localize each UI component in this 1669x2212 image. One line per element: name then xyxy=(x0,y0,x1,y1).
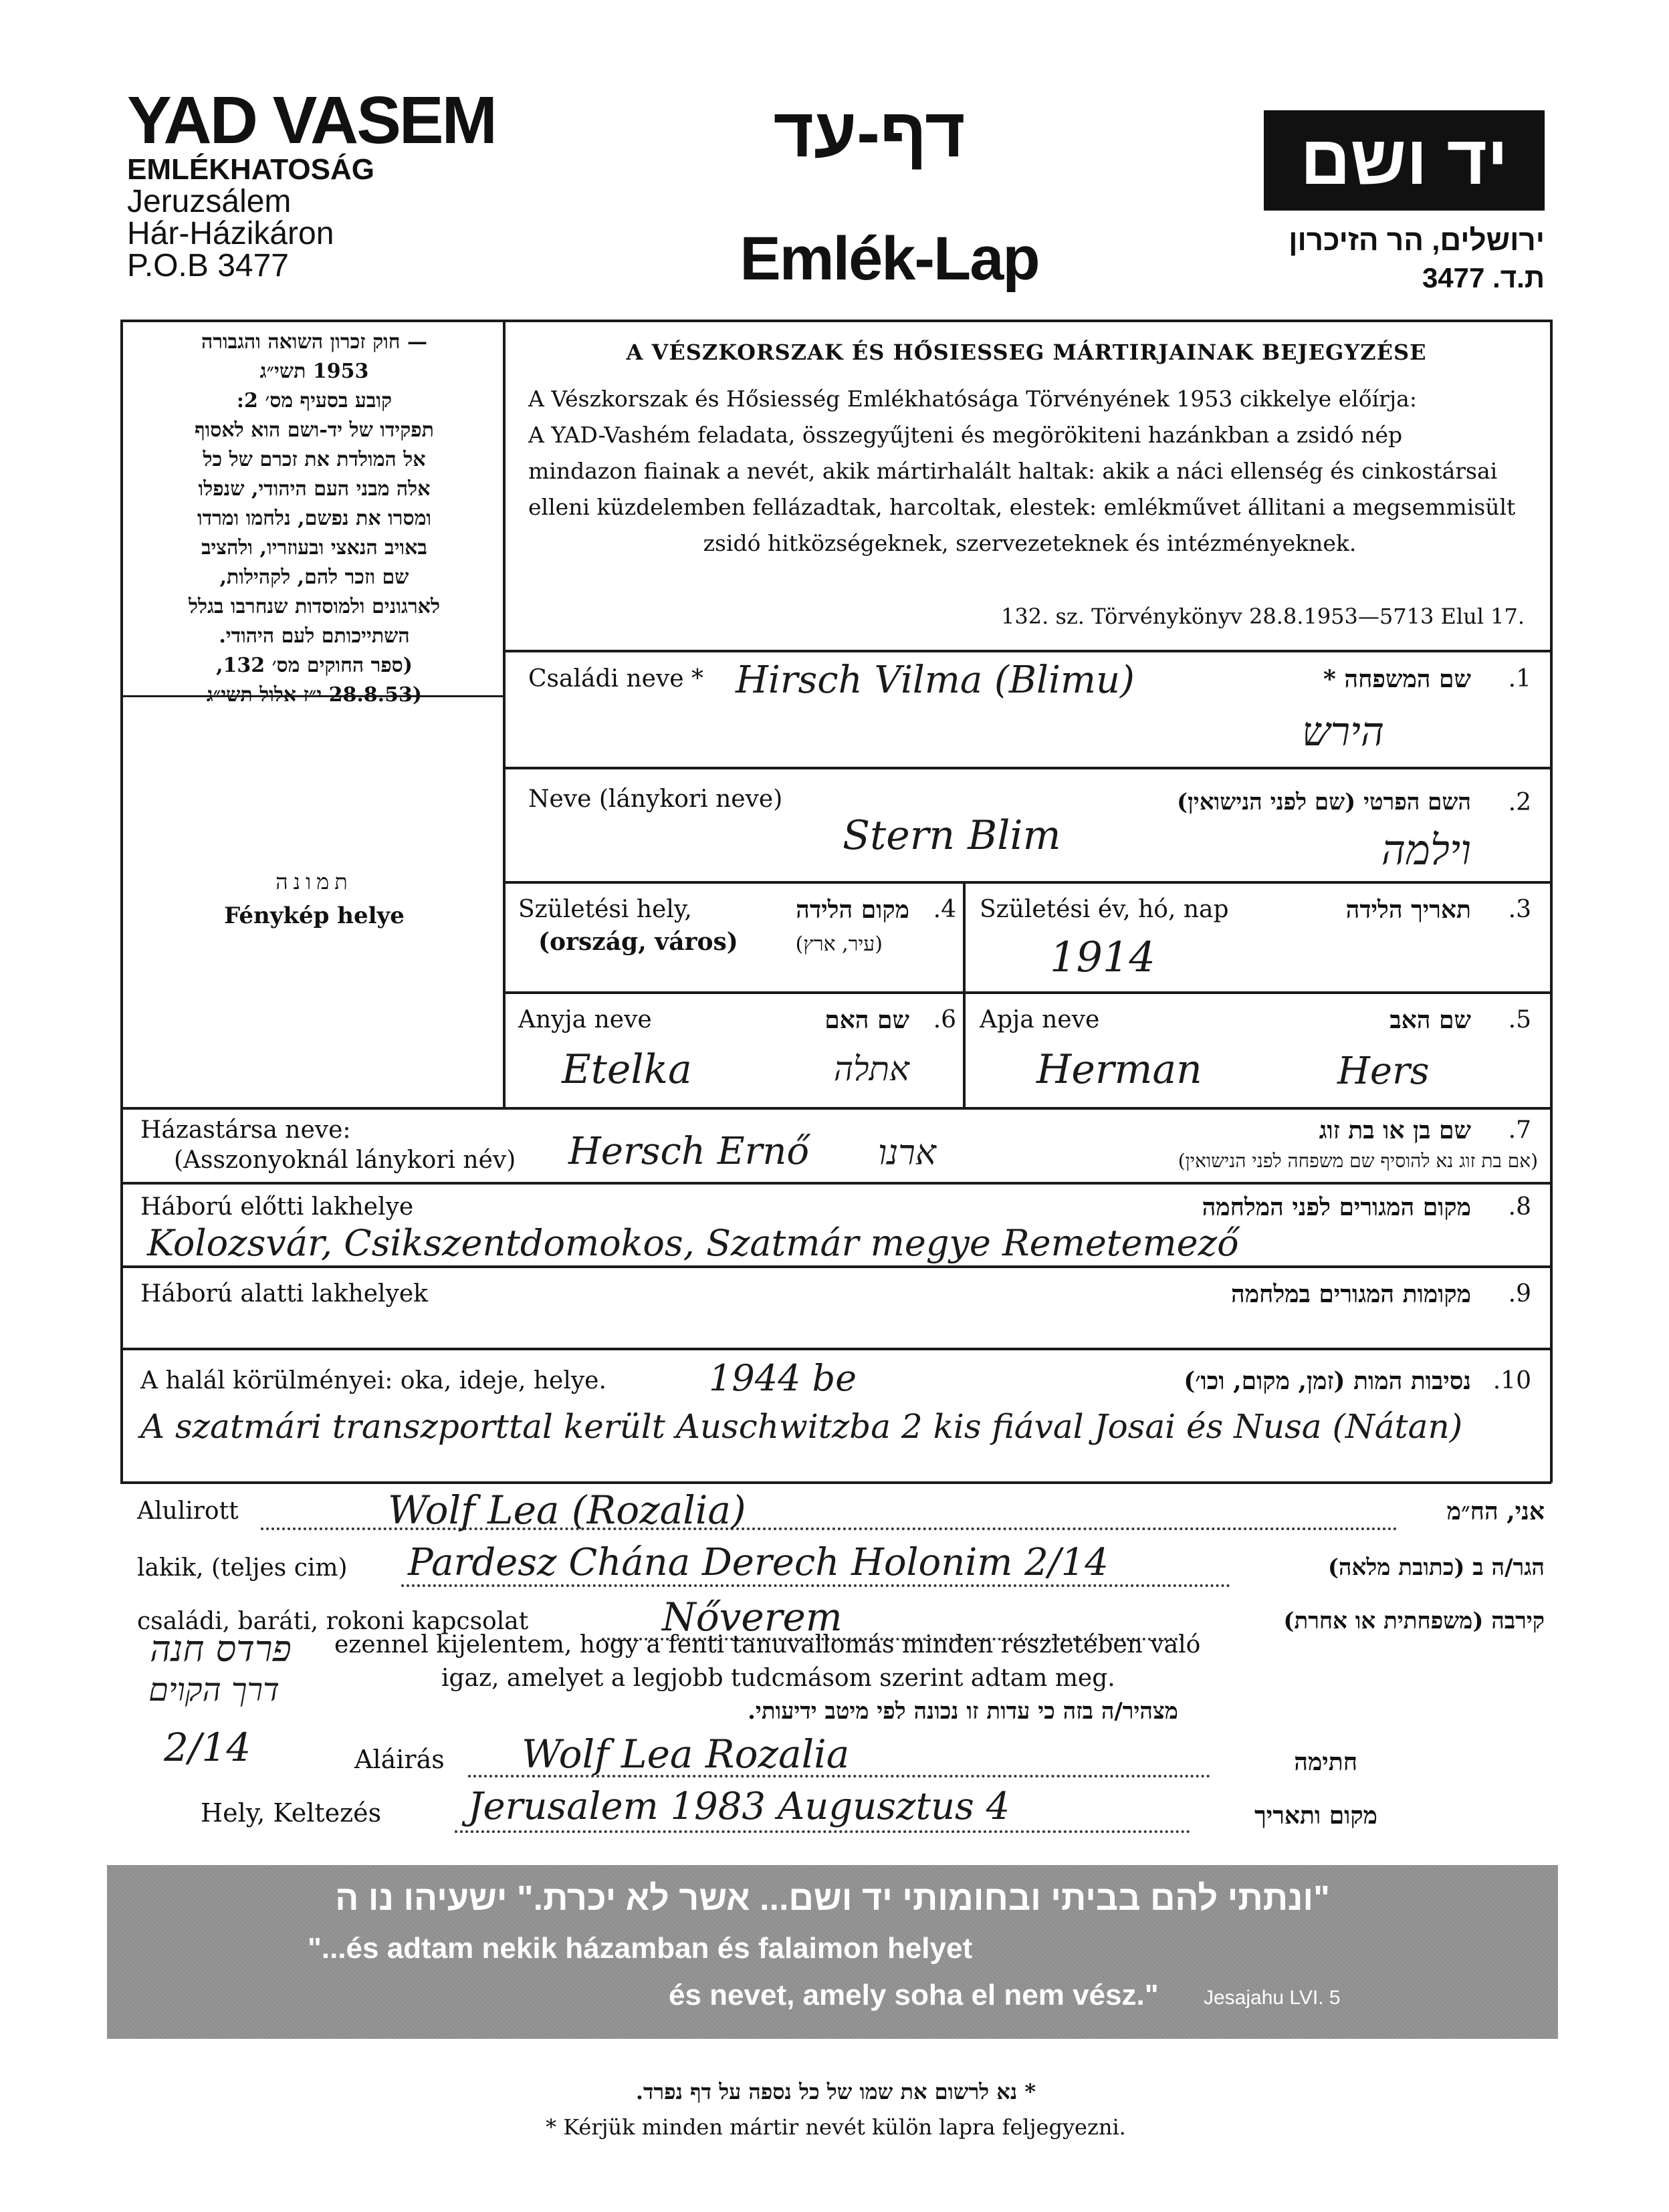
law-line: — חוק זכרון השואה והגבורה xyxy=(201,330,427,354)
given-name-value-hebrew[interactable]: וילמה xyxy=(1381,826,1471,874)
field-number: .4 xyxy=(933,896,956,923)
birth-date-label: Születési év, hó, nap xyxy=(980,896,1229,923)
birth-date-value[interactable]: 1914 xyxy=(1050,933,1155,981)
mother-name-label-hebrew: שם האם xyxy=(824,1006,909,1034)
page-title: Emlék-Lap xyxy=(740,225,1039,293)
pob-hebrew: ת.ד. 3477 xyxy=(1422,262,1545,293)
father-name-label-hebrew: שם האב xyxy=(1389,1006,1471,1034)
org-pob: P.O.B 3477 xyxy=(127,248,289,283)
footer-note: * Kérjük minden mártir nevét külön lapra feljegyezni. xyxy=(546,2114,1126,2140)
law-line: ומסרו את נפשם, נלחמו ומרדו xyxy=(197,507,432,530)
spouse-label-hebrew: שם בן או בת זוג xyxy=(1319,1116,1471,1144)
mother-name-value-hebrew[interactable]: אתלה xyxy=(833,1050,909,1088)
field-number: .7 xyxy=(1508,1116,1531,1144)
spouse-sublabel: (Asszonyoknál lánykori név) xyxy=(174,1146,516,1174)
law-line: קובע בסעיף מס׳ 2: xyxy=(236,389,393,412)
field-number: .3 xyxy=(1508,896,1531,923)
father-name-value[interactable]: Herman xyxy=(1036,1046,1202,1093)
family-name-value-hebrew[interactable]: הירש xyxy=(1302,709,1384,755)
law-line: תפקידו של יד-ושם הוא לאסוף xyxy=(195,418,434,442)
field-number: .9 xyxy=(1508,1280,1531,1308)
intro-line: zsidó hitközségeknek, szervezeteknek és intézményeknek. xyxy=(703,530,1357,556)
given-name-label: Neve (lánykori neve) xyxy=(528,785,783,813)
given-name-value[interactable]: Stern Blim xyxy=(843,812,1061,859)
given-name-label-hebrew: השם הפרטי (שם לפני הנישואין) xyxy=(1177,789,1471,816)
relation-label-hebrew: קירבה (משפחתית או אחרת) xyxy=(1283,1608,1545,1634)
org-name: YAD VASEM xyxy=(127,83,495,158)
logo-text: יד ושם xyxy=(1300,121,1509,199)
banner-line-2: és nevet, amely soha el nem vész." xyxy=(669,1979,1159,2011)
spouse-value-hebrew[interactable]: ארנו xyxy=(878,1133,936,1173)
law-line: (28.8.53 י״ז אלול תשי״ג xyxy=(206,683,423,707)
margin-note: 2/14 xyxy=(164,1725,251,1770)
address-hebrew: ירושלים, הר הזיכרון xyxy=(1289,224,1545,257)
death-date-value[interactable]: 1944 be xyxy=(709,1357,857,1399)
prewar-residence-value[interactable]: Kolozsvár, Csikszentdomokos, Szatmár megye Remetemező xyxy=(147,1222,1239,1264)
prewar-residence-label-hebrew: מקום המגורים לפני המלחמה xyxy=(1202,1193,1471,1221)
place-date-value[interactable]: Jerusalem 1983 Augusztus 4 xyxy=(468,1785,1010,1828)
field-number: .1 xyxy=(1508,665,1531,693)
org-subtitle: EMLÉKHATOSÁG xyxy=(127,153,374,186)
birth-place-sublabel-hebrew: (עיר, ארץ) xyxy=(795,933,883,956)
title-hebrew: דף-עד xyxy=(773,94,966,172)
mother-name-label: Anyja neve xyxy=(518,1006,652,1033)
law-line: 1953 תשי״ג xyxy=(259,360,369,383)
place-date-label-hebrew: מקום ותאריך xyxy=(1254,1802,1377,1830)
law-line: השתייכותם לעם היהודי. xyxy=(219,624,410,648)
law-line: שם וזכר להם, לקהילות, xyxy=(219,566,409,589)
family-name-value[interactable]: Hirsch Vilma (Blimu) xyxy=(736,658,1135,702)
birth-place-label-hebrew: מקום הלידה xyxy=(796,896,909,924)
photo-label-hebrew: תמונה xyxy=(275,869,353,894)
wartime-residence-label-hebrew: מקומות המגורים במלחמה xyxy=(1231,1280,1471,1308)
birth-place-label: Születési hely, xyxy=(518,896,692,923)
family-name-label-hebrew: שם המשפחה * xyxy=(1323,665,1471,693)
signature-label-hebrew: חתימה xyxy=(1294,1748,1357,1776)
intro-heading: A VÉSZKORSZAK ÉS HŐSIESSEG MÁRTIRJAINAK BEJEGYZÉSE xyxy=(626,340,1427,365)
field-number: .6 xyxy=(933,1006,956,1033)
intro-text xyxy=(528,381,1531,562)
declaration-line-2: igaz, amelyet a legjobb tudcmásom szerint adtam meg. xyxy=(441,1665,1115,1692)
law-line: באויב הנאצי ובעוזריו, ולהציב xyxy=(201,536,427,560)
org-city: Jeruzsálem xyxy=(127,184,292,219)
law-line: אל המולדת את זכרם של כל xyxy=(203,448,426,471)
margin-note: פרדס חנה xyxy=(150,1628,292,1670)
banner-source: Jesajahu LVI. 5 xyxy=(1204,1987,1341,2009)
signature-value[interactable]: Wolf Lea Rozalia xyxy=(522,1731,850,1777)
intro-line: A YAD-Vashém feladata, összegyűjteni és megörökiteni hazánkban a zsidó nép xyxy=(528,422,1403,448)
declaration-line-1: ezennel kijelentem, hogy a fenti tanuvallomás minden részletében való xyxy=(334,1631,1201,1658)
signature-label: Aláirás xyxy=(354,1745,445,1774)
quote-banner xyxy=(107,1865,1558,2039)
spouse-label: Házastársa neve: xyxy=(140,1116,351,1144)
death-circumstances-label-hebrew: נסיבות המות (זמן, מקום, וכו׳) xyxy=(1184,1367,1471,1395)
death-circumstances-label: A halál körülményei: oka, ideje, helye. xyxy=(140,1367,606,1394)
birth-date-label-hebrew: תאריך הלידה xyxy=(1345,896,1471,924)
address-label: lakik, (teljes cim) xyxy=(137,1554,348,1582)
field-number: .10 xyxy=(1492,1367,1531,1394)
witness-address-value[interactable]: Pardesz Chána Derech Holonim 2/14 xyxy=(408,1541,1109,1584)
law-box xyxy=(134,328,495,710)
intro-citation: 132. sz. Törvénykönyv 28.8.1953—5713 Elul 17. xyxy=(1001,604,1525,629)
declaration-hebrew: מצהיר/ה בזה כי עדות זו נכונה לפי מיטב ידיעותי. xyxy=(748,1698,1178,1725)
father-name-value-2[interactable]: Hers xyxy=(1337,1050,1430,1093)
intro-line: elleni küzdelemben fellázadtak, harcoltak, elestek: emlékművet állitani a megsemmisült xyxy=(528,494,1516,520)
org-location: Hár-Házikáron xyxy=(127,216,334,251)
law-line: אלה מבני העם היהודי, שנפלו xyxy=(198,477,431,501)
banner-hebrew: "ונתתי להם בביתי ובחומותי יד ושם... אשר לא יכרת." ישעיהו נו ה xyxy=(335,1879,1330,1918)
family-name-label: Családi neve * xyxy=(528,665,704,693)
law-line: לארגונים ולמוסדות שנחרבו בגלל xyxy=(189,595,440,618)
field-number: .5 xyxy=(1508,1006,1531,1033)
yad-vashem-logo xyxy=(1264,110,1545,211)
spouse-sublabel-hebrew: (אם בת זוג נא להוסיף שם משפחה לפני הנישואין) xyxy=(1178,1150,1538,1172)
address-label-hebrew: הגר/ה ב (כתובת מלאה) xyxy=(1327,1554,1545,1581)
margin-note: דרך הקוים xyxy=(148,1671,280,1709)
prewar-residence-label: Háború előtti lakhelye xyxy=(140,1193,414,1221)
death-circumstances-value[interactable]: A szatmári transzporttal került Auschwitzba 2 kis fiával Josai és Nusa (Nátan) xyxy=(140,1407,1463,1446)
undersigned-label: Alulirott xyxy=(137,1497,239,1525)
spouse-value[interactable]: Hersch Ernő xyxy=(568,1130,810,1173)
photo-label: Fénykép helye xyxy=(224,902,405,929)
undersigned-value[interactable]: Wolf Lea (Rozalia) xyxy=(388,1487,746,1533)
field-number: .2 xyxy=(1508,789,1531,816)
intro-line: A Vészkorszak és Hősiesség Emlékhatósága Törvényének 1953 cikkelye előírja: xyxy=(528,386,1417,412)
intro-line: mindazon fiainak a nevét, akik mártirhalált haltak: akik a náci ellenség és cinkostársai xyxy=(528,458,1498,484)
law-line: (ספר החוקים מס׳ 132, xyxy=(216,654,413,677)
field-number: .8 xyxy=(1508,1193,1531,1221)
undersigned-label-hebrew: אני, הח״מ xyxy=(1446,1497,1545,1525)
mother-name-value[interactable]: Etelka xyxy=(562,1046,692,1093)
father-name-label: Apja neve xyxy=(980,1006,1100,1033)
wartime-residence-label: Háború alatti lakhelyek xyxy=(140,1280,428,1308)
relation-value[interactable]: Nőverem xyxy=(662,1594,843,1640)
banner-line-1: "...és adtam nekik házamban és falaimon helyet xyxy=(308,1932,973,1965)
place-date-label: Hely, Keltezés xyxy=(201,1798,382,1828)
relation-label: családi, baráti, rokoni kapcsolat xyxy=(137,1608,529,1635)
footer-note-hebrew: * נא לרשום את שמו של כל נספה על דף נפרד. xyxy=(635,2079,1036,2104)
birth-place-sublabel: (ország, város) xyxy=(538,928,738,956)
